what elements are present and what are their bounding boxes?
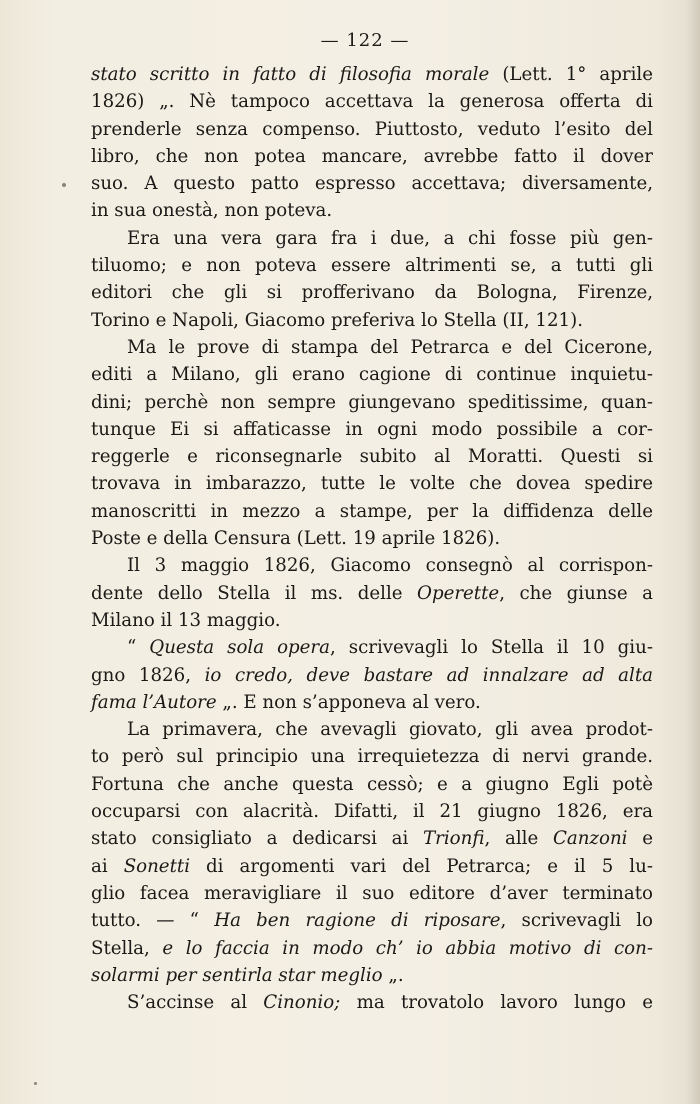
text-line: 1826) „. Nè tampoco accettava la generosa offerta di [91,91,653,113]
text-line: in sua onestà, non poteva. [91,200,333,222]
text-line: libro, che non potea mancare, avrebbe fatto il dover [91,145,653,167]
text-line: trovava in imbarazzo, tutte le volte che dovea spedire [91,473,653,495]
text-line: suo. A questo patto espresso accettava; diversamente, [91,173,653,195]
body-text [91,61,653,1016]
text-line: tiluomo; e non poteva essere altrimenti se, a tutti gli [91,255,653,277]
text-line: Torino e Napoli, Giacomo preferiva lo Stella (II, 121). [91,309,583,331]
text-line: “ Questa sola opera, scrivevagli lo Stella il 10 giu- [127,637,653,659]
text-line: S’accinse al Cinonio; ma trovatolo lavoro lungo e [127,992,653,1014]
text-line: Stella, e lo faccia in modo ch’ io abbia motivo di con- [91,937,653,959]
text-line: reggerle e riconsegnarle subito al Moratti. Questi si [91,446,653,468]
text-line: manoscritti in mezzo a stampe, per la diffidenza delle [91,500,653,522]
margin-dot [62,183,66,187]
text-line: fama l’Autore „. E non s’apponeva al vero. [91,691,481,713]
page-number: — 122 — [320,30,410,51]
text-line: Poste e della Censura (Lett. 19 aprile 1826). [91,528,501,550]
text-line: Fortuna che anche questa cessò; e a giugno Egli potè [91,773,653,795]
page-edge-shadow [686,0,700,1104]
text-line: tutto. — “ Ha ben ragione di riposare, scrivevagli lo [91,910,653,932]
text-line: occuparsi con alacrità. Difatti, il 21 giugno 1826, era [91,801,653,823]
text-line: gno 1826, io credo, deve bastare ad innalzare ad alta [91,664,653,686]
text-line: tunque Ei si affaticasse in ogni modo possibile a cor- [91,418,653,440]
text-line: Il 3 maggio 1826, Giacomo consegnò al corrispon- [127,555,653,577]
text-line: editori che gli si profferivano da Bologna, Firenze, [91,282,653,304]
text-line: Ma le prove di stampa del Petrarca e del Cicerone, [127,336,653,358]
text-line: to però sul principio una irrequietezza di nervi grande. [91,746,653,768]
text-line: prenderle senza compenso. Piuttosto, veduto l’esito del [91,118,653,140]
margin-dot [34,1082,37,1085]
text-line: stato consigliato a dedicarsi ai Trionfi, alle Canzoni e [91,828,653,850]
text-line: Era una vera gara fra i due, a chi fosse più gen- [127,227,653,249]
text-line: dini; perchè non sempre giungevano speditissime, quan- [91,391,653,413]
text-line: glio facea meravigliare il suo editore d’aver terminato [91,882,653,904]
text-line: dente dello Stella il ms. delle Operette, che giunse a [91,582,653,604]
text-line: La primavera, che avevagli giovato, gli avea prodot- [127,719,653,741]
text-line: editi a Milano, gli erano cagione di continue inquietu- [91,364,653,386]
text-line: stato scritto in fatto di filosofia morale (Lett. 1° aprile [91,64,653,85]
text-line: ai Sonetti di argomenti vari del Petrarca; e il 5 lu- [91,855,653,877]
text-line: solarmi per sentirla star meglio „. [91,964,404,986]
text-line: Milano il 13 maggio. [91,609,281,631]
